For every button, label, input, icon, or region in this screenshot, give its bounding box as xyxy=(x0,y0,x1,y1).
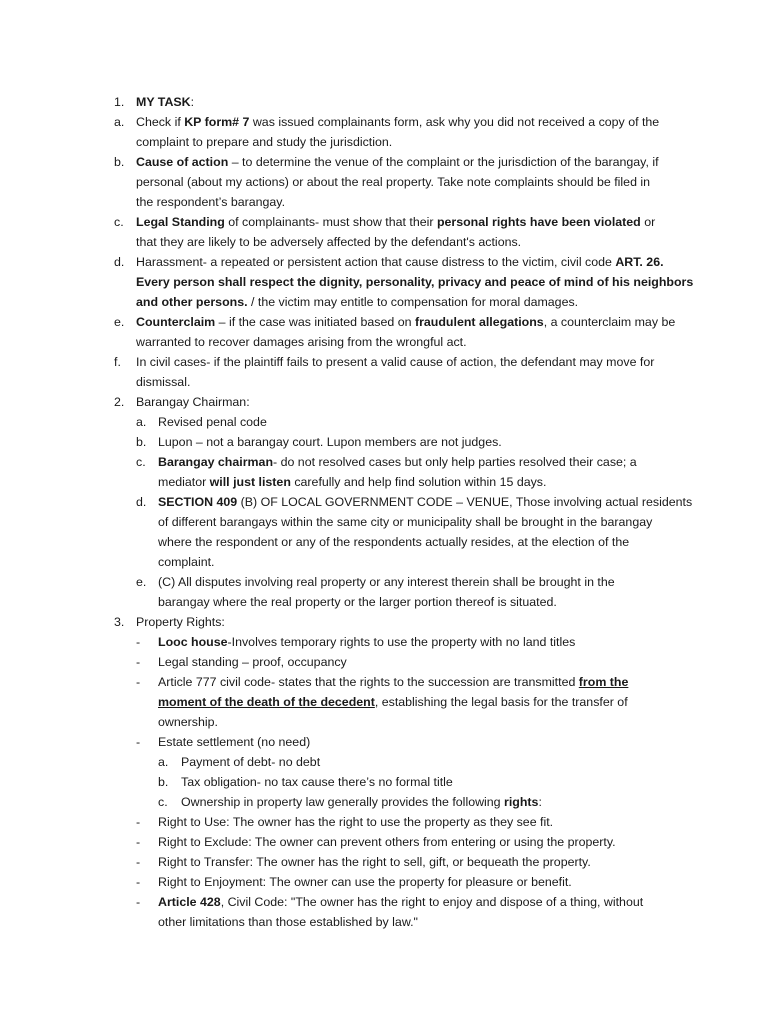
list-marker: - xyxy=(136,835,141,849)
text-run: - do not resolved cases but only help parties resolved their case; a xyxy=(273,455,637,469)
line-text xyxy=(136,312,675,332)
bold-text: and other persons. xyxy=(136,295,248,309)
text-run: personal (about my actions) or about the real property. Take note complaints should be filed in xyxy=(136,175,651,189)
line-text xyxy=(158,912,418,932)
list-marker: b. xyxy=(114,155,125,169)
line-text xyxy=(158,872,572,892)
text-run: complaint to prepare and study the jurisdiction. xyxy=(136,135,393,149)
list-marker: 1. xyxy=(114,95,125,109)
text-run: : xyxy=(538,795,542,809)
text-run: Right to Exclude: The owner can prevent others from entering or using the property. xyxy=(158,835,616,849)
line-text xyxy=(158,512,652,532)
line-text xyxy=(158,552,214,572)
text-run: (B) OF LOCAL GOVERNMENT CODE – VENUE, Those involving actual residents xyxy=(237,495,693,509)
line-text xyxy=(136,332,467,352)
list-marker: a. xyxy=(136,415,147,429)
text-run: ownership. xyxy=(158,715,218,729)
list-marker: - xyxy=(136,815,141,829)
line-text xyxy=(158,672,628,692)
text-run: of different barangays within the same city or municipality shall be brought in the barangay xyxy=(158,515,653,529)
bold-text: KP form# 7 xyxy=(184,115,250,129)
list-marker: - xyxy=(136,635,141,649)
text-run: (C) All disputes involving real property or any interest therein shall be brought in the xyxy=(158,575,615,589)
text-run: – if the case was initiated based on xyxy=(215,315,415,329)
list-marker: c. xyxy=(136,455,146,469)
text-run: Barangay Chairman: xyxy=(136,395,250,409)
list-marker: e. xyxy=(136,575,147,589)
line-text xyxy=(136,92,194,112)
line-text xyxy=(136,212,655,232)
line-text xyxy=(136,152,659,172)
line-text xyxy=(136,612,225,632)
text-run: Check if xyxy=(136,115,185,129)
list-marker: d. xyxy=(114,255,125,269)
list-marker: e. xyxy=(114,315,125,329)
text-run: complaint. xyxy=(158,555,215,569)
bold-text: Article 428 xyxy=(158,895,221,909)
text-run: barangay where the real property or the larger portion thereof is situated. xyxy=(158,595,557,609)
line-text xyxy=(136,172,650,192)
line-text xyxy=(136,132,392,152)
text-run: : xyxy=(190,95,195,109)
list-marker: - xyxy=(136,895,141,909)
list-marker: - xyxy=(136,855,141,869)
text-run: of complainants- must show that their xyxy=(224,215,437,229)
list-marker: - xyxy=(136,735,141,749)
bold-text: Barangay chairman xyxy=(158,455,274,469)
text-run: Payment of debt- no debt xyxy=(181,755,321,769)
bold-text: ART. 26. xyxy=(615,255,664,269)
line-text xyxy=(158,732,310,752)
line-text xyxy=(158,832,616,852)
text-run: Revised penal code xyxy=(158,415,267,429)
text-run: carefully and help find solution within 15 days. xyxy=(290,475,547,489)
list-marker: b. xyxy=(136,435,147,449)
line-text xyxy=(158,652,347,672)
list-marker: - xyxy=(136,675,141,689)
bold-text: Every person shall respect the dignity, personality, privacy and peace of mind of his neighbors xyxy=(136,275,694,289)
line-text xyxy=(158,592,557,612)
text-run: warranted to recover damages arising from the wrongful act. xyxy=(136,335,467,349)
bold-text: personal rights have been violated xyxy=(436,215,641,229)
text-run: Right to Use: The owner has the right to use the property as they see fit. xyxy=(158,815,554,829)
text-run: / the victim may entitle to compensation for moral damages. xyxy=(247,295,579,309)
line-text xyxy=(136,352,654,372)
list-marker: a. xyxy=(158,755,169,769)
line-text xyxy=(158,892,643,912)
text-run: , a counterclaim may be xyxy=(543,315,676,329)
bold-text: Looc house xyxy=(158,635,228,649)
line-text xyxy=(158,412,267,432)
text-run: Article 777 civil code- states that the rights to the succession are transmitted xyxy=(158,675,579,689)
text-run: Property Rights: xyxy=(136,615,225,629)
line-text xyxy=(136,252,664,272)
list-marker: - xyxy=(136,655,141,669)
text-run: Lupon – not a barangay court. Lupon members are not judges. xyxy=(158,435,502,449)
line-text xyxy=(136,192,285,212)
line-text xyxy=(158,492,692,512)
line-text xyxy=(136,232,521,252)
bold-text: Cause of action xyxy=(136,155,229,169)
line-text xyxy=(158,452,637,472)
line-text xyxy=(158,632,575,652)
text-run: Harassment- a repeated or persistent action that cause distress to the victim, civil code xyxy=(136,255,616,269)
line-text xyxy=(181,752,320,772)
text-run: Legal standing – proof, occupancy xyxy=(158,655,347,669)
text-run: or xyxy=(640,215,656,229)
text-run: Right to Transfer: The owner has the right to sell, gift, or bequeath the property. xyxy=(158,855,591,869)
bold-text: will just listen xyxy=(209,475,291,489)
text-run: other limitations than those established by law." xyxy=(158,915,418,929)
line-text xyxy=(158,572,615,592)
list-marker: c. xyxy=(114,215,124,229)
list-marker: 2. xyxy=(114,395,125,409)
line-text xyxy=(181,792,542,812)
text-run: that they are likely to be adversely affected by the defendant's actions. xyxy=(136,235,522,249)
bold-text: moment of the death of the decedent xyxy=(158,695,375,709)
text-run: Ownership in property law generally provides the following xyxy=(181,795,505,809)
text-run: was issued complainants form, ask why you did not received a copy of the xyxy=(249,115,660,129)
text-run: mediator xyxy=(158,475,210,489)
line-text xyxy=(158,692,628,712)
line-text xyxy=(136,292,578,312)
text-run: , Civil Code: "The owner has the right to enjoy and dispose of a thing, without xyxy=(220,895,644,909)
list-marker: - xyxy=(136,875,141,889)
bold-text: Counterclaim xyxy=(136,315,216,329)
line-text xyxy=(136,112,659,132)
text-run: the respondent’s barangay. xyxy=(136,195,286,209)
text-run: In civil cases- if the plaintiff fails to present a valid cause of action, the defendant may move for xyxy=(136,355,655,369)
line-text xyxy=(158,852,591,872)
line-text xyxy=(158,432,502,452)
bold-text: SECTION 409 xyxy=(158,495,238,509)
text-run: Right to Enjoyment: The owner can use the property for pleasure or benefit. xyxy=(158,875,572,889)
line-text xyxy=(158,472,546,492)
text-run: Estate settlement (no need) xyxy=(158,735,311,749)
bold-text: MY TASK xyxy=(136,95,191,109)
list-marker: f. xyxy=(114,355,121,369)
bold-text: from the xyxy=(578,675,629,689)
list-marker: c. xyxy=(158,795,168,809)
text-run: , establishing the legal basis for the transfer of xyxy=(374,695,628,709)
text-run: Tax obligation- no tax cause there’s no formal title xyxy=(181,775,453,789)
text-run: -Involves temporary rights to use the property with no land titles xyxy=(227,635,576,649)
line-text xyxy=(158,812,553,832)
list-marker: 3. xyxy=(114,615,125,629)
text-run: where the respondent or any of the respondents actually resides, at the election of the xyxy=(158,535,630,549)
bold-text: Legal Standing xyxy=(136,215,225,229)
line-text xyxy=(158,712,218,732)
list-marker: b. xyxy=(158,775,169,789)
line-text xyxy=(158,532,629,552)
text-run: dismissal. xyxy=(136,375,191,389)
list-marker: d. xyxy=(136,495,147,509)
line-text xyxy=(136,272,693,292)
line-text xyxy=(181,772,453,792)
list-marker: a. xyxy=(114,115,125,129)
bold-text: rights xyxy=(504,795,539,809)
bold-text: fraudulent allegations xyxy=(414,315,544,329)
line-text xyxy=(136,392,250,412)
text-run: – to determine the venue of the complaint or the jurisdiction of the barangay, if xyxy=(228,155,659,169)
line-text xyxy=(136,372,190,392)
